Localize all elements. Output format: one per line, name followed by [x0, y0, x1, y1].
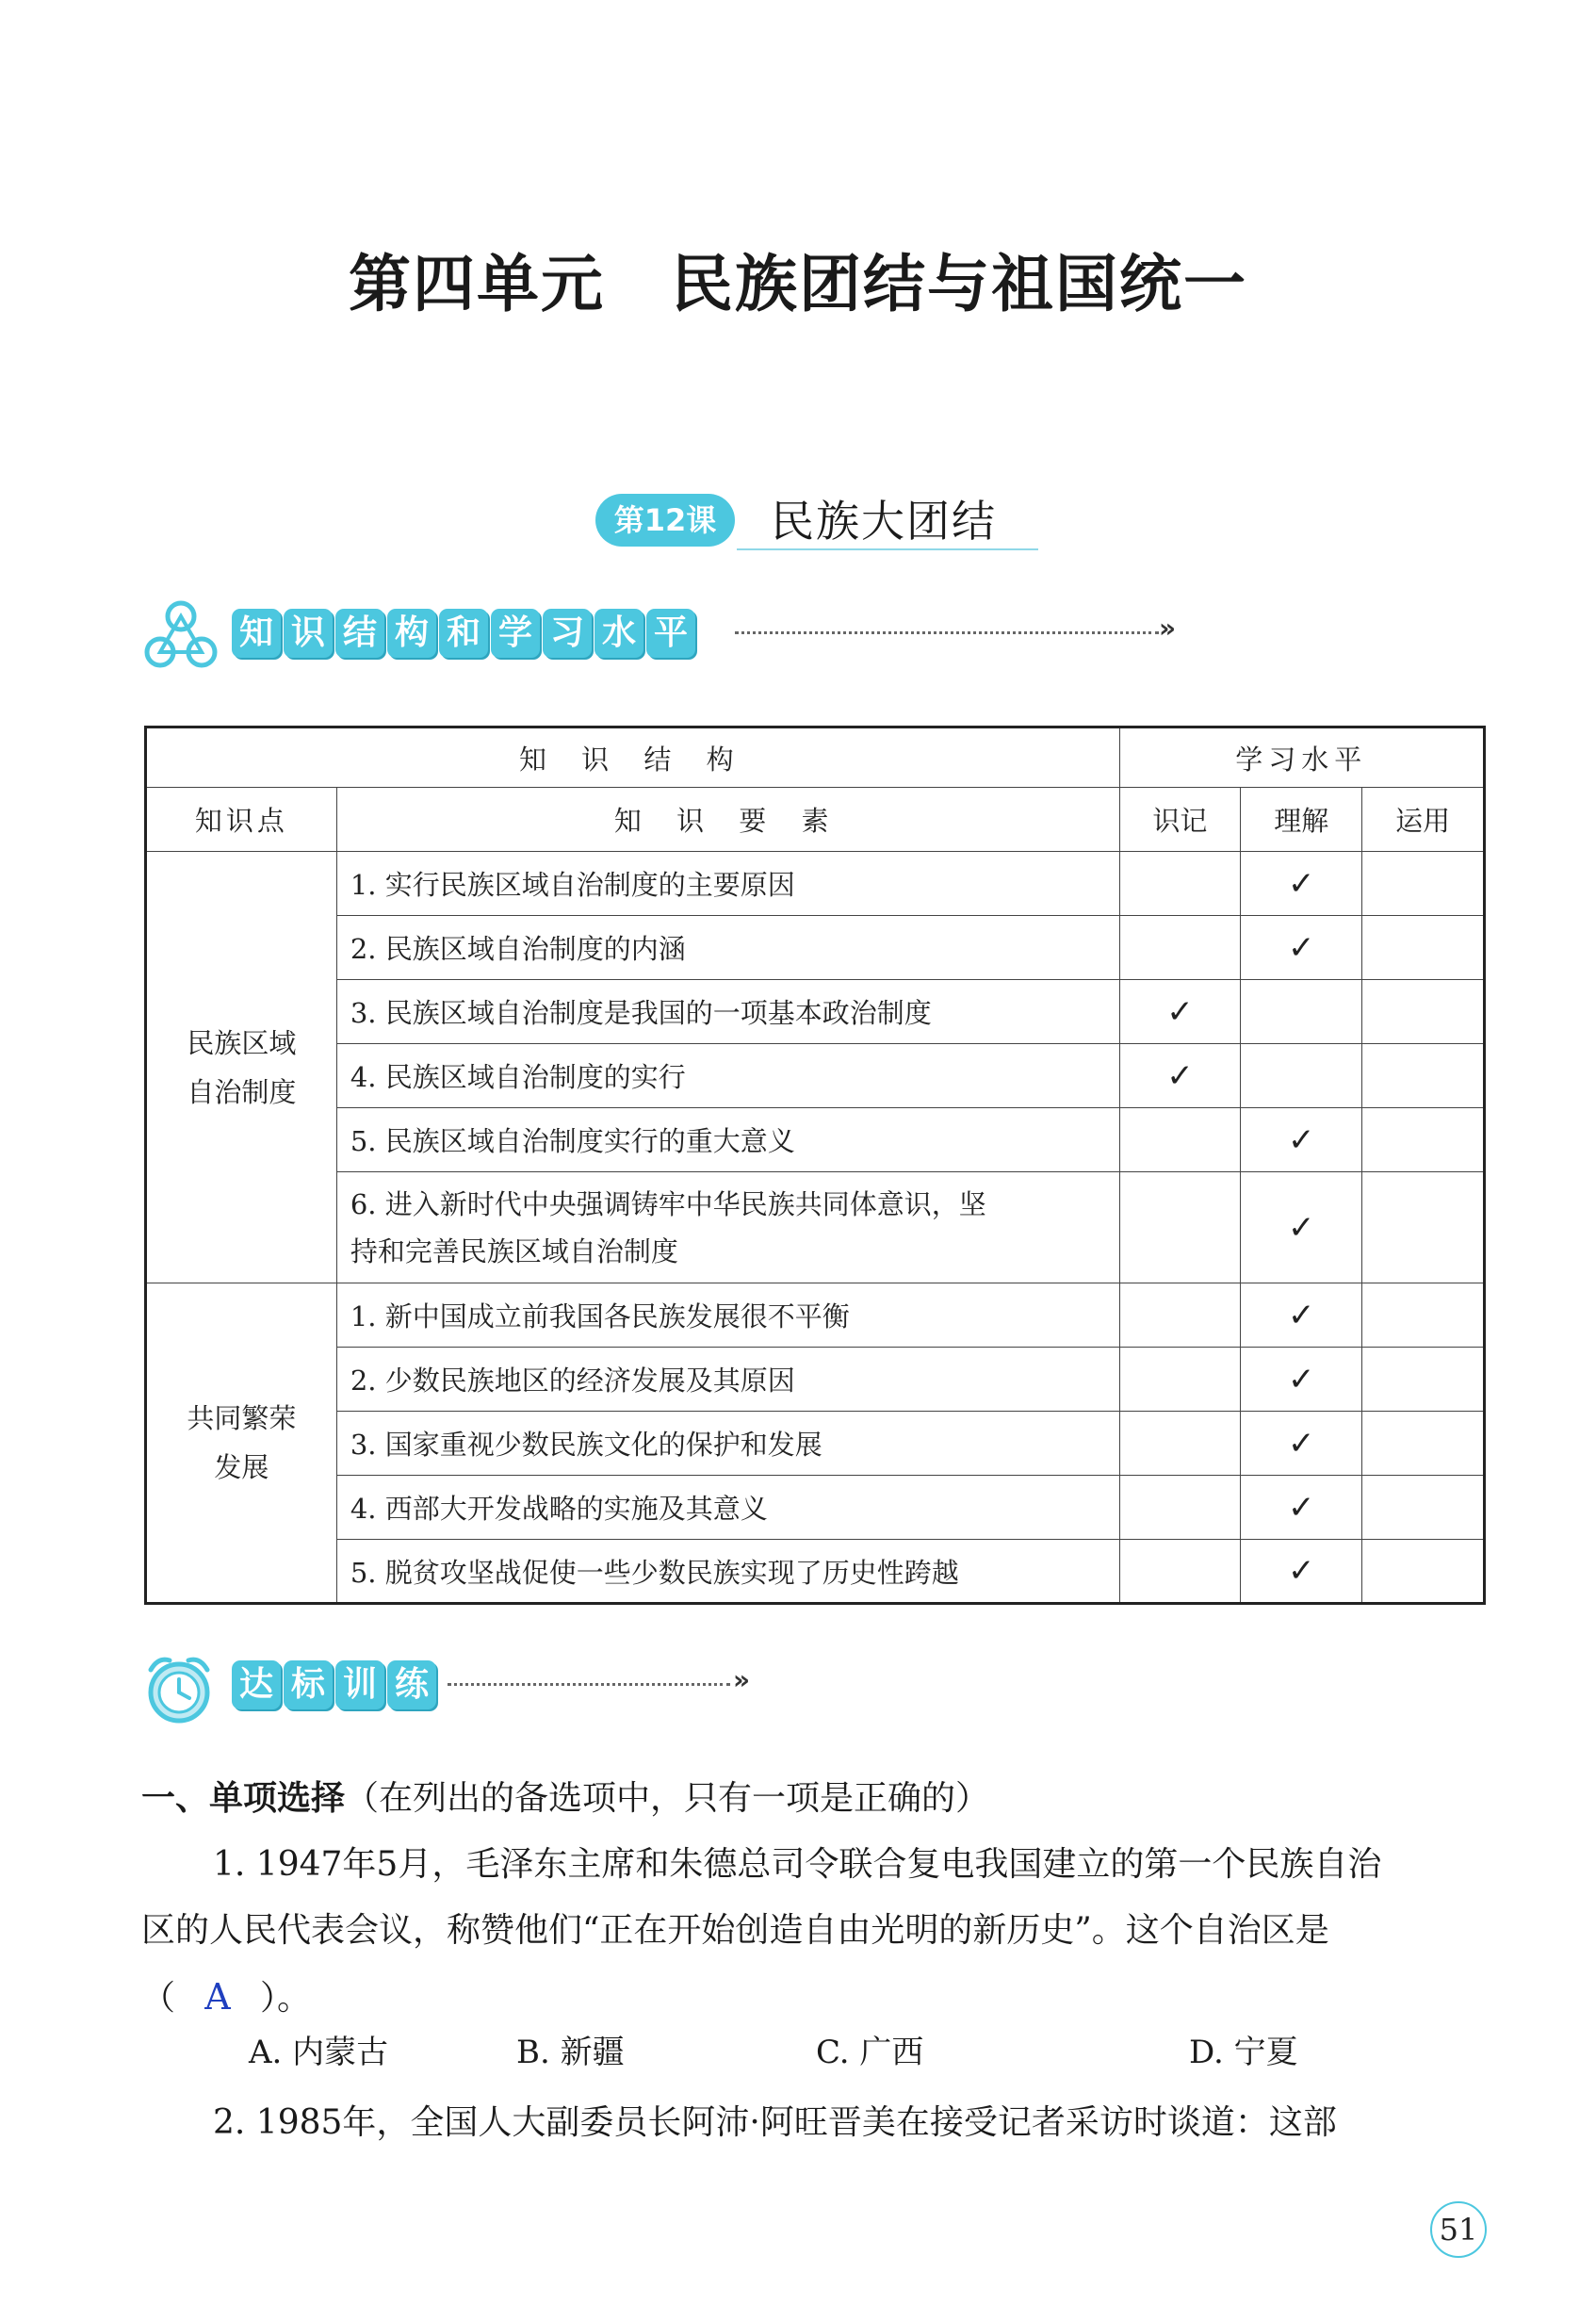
lesson-badge: 第12课 [595, 494, 735, 547]
question-type-note: （在列出的备选项中，只有一项是正确的） [345, 1779, 990, 1818]
section-title-char: 训 [335, 1660, 384, 1709]
answer-paren-open: （ [141, 1979, 176, 2018]
unit-name: 民族团结与祖国统一 [671, 247, 1247, 320]
apply-cell [1362, 1348, 1485, 1412]
section-title-char: 习 [543, 609, 592, 658]
header-structure: 知 识 结 构 [146, 727, 1120, 788]
element-cell: 4. 西部大开发战略的实施及其意义 [336, 1476, 1119, 1540]
remember-cell [1119, 1540, 1241, 1604]
element-cell: 5. 民族区域自治制度实行的重大意义 [336, 1108, 1119, 1172]
remember-cell [1119, 1108, 1241, 1172]
dotted-leader [735, 631, 1159, 634]
option-b: B. 新疆 [516, 2034, 625, 2071]
section-title-char: 学 [491, 609, 540, 658]
section-training [141, 1651, 763, 1726]
page-number: 51 [1430, 2201, 1487, 2258]
apply-cell [1362, 1044, 1485, 1108]
apply-cell [1362, 1540, 1485, 1604]
apply-cell [1362, 980, 1485, 1044]
question-1 [141, 1832, 1489, 2032]
remember-cell [1119, 1476, 1241, 1540]
element-cell: 4. 民族区域自治制度的实行 [336, 1044, 1119, 1108]
lesson-header [595, 490, 1038, 556]
option-c: C. 广西 [816, 2034, 924, 2071]
table-row [146, 916, 1485, 980]
apply-cell [1362, 1108, 1485, 1172]
check-mark-icon: ✓ [1241, 1348, 1362, 1412]
double-arrow-icon: » [733, 1664, 751, 1695]
section-title-tiles [232, 609, 695, 658]
remember-cell [1119, 1283, 1241, 1348]
section-title-char: 结 [335, 609, 384, 658]
element-cell: 2. 民族区域自治制度的内涵 [336, 916, 1119, 980]
check-mark-icon: ✓ [1241, 1172, 1362, 1283]
col-point: 知识点 [146, 788, 337, 852]
knowledge-point-line: 自治制度 [187, 1075, 297, 1108]
remember-cell [1119, 1412, 1241, 1476]
element-cell: 2. 少数民族地区的经济发展及其原因 [336, 1348, 1119, 1412]
understand-cell [1241, 1044, 1362, 1108]
triangle-circles-icon [141, 599, 220, 675]
check-mark-icon: ✓ [1241, 916, 1362, 980]
lesson-name: 民族大团结 [771, 496, 997, 547]
check-mark-icon: ✓ [1241, 1540, 1362, 1604]
understand-cell [1241, 980, 1362, 1044]
apply-cell [1362, 1412, 1485, 1476]
remember-cell [1119, 852, 1241, 916]
col-apply: 运用 [1362, 788, 1485, 852]
option-a: A. 内蒙古 [249, 2034, 389, 2071]
table-row [146, 1412, 1485, 1476]
unit-number: 第四单元 [349, 247, 605, 320]
remember-cell [1119, 1172, 1241, 1283]
col-understand: 理解 [1241, 788, 1362, 852]
element-cell: 5. 脱贫攻坚战促使一些少数民族实现了历史性跨越 [336, 1540, 1119, 1604]
knowledge-point-line: 发展 [214, 1451, 269, 1483]
element-line: 6. 进入新时代中央强调铸牢中华民族共同体意识，坚 [350, 1187, 986, 1220]
element-cell: 3. 民族区域自治制度是我国的一项基本政治制度 [336, 980, 1119, 1044]
section-title-char: 平 [646, 609, 695, 658]
table-row [146, 852, 1485, 916]
knowledge-point-line: 民族区域 [187, 1026, 297, 1059]
section-title-tiles [232, 1660, 436, 1709]
lesson-underline [737, 548, 1038, 550]
knowledge-table [144, 726, 1486, 1605]
table-subheader-row [146, 788, 1485, 852]
element-cell: 1. 新中国成立前我国各民族发展很不平衡 [336, 1283, 1119, 1348]
table-row [146, 1540, 1485, 1604]
knowledge-point-line: 共同繁荣 [187, 1402, 297, 1434]
check-mark-icon: ✓ [1119, 980, 1241, 1044]
double-arrow-icon: » [1159, 613, 1177, 644]
unit-title [0, 234, 1596, 323]
element-cell: 3. 国家重视少数民族文化的保护和发展 [336, 1412, 1119, 1476]
knowledge-point-cell [146, 1283, 337, 1604]
table-row [146, 980, 1485, 1044]
alarm-clock-icon [141, 1651, 220, 1726]
check-mark-icon: ✓ [1241, 852, 1362, 916]
check-mark-icon: ✓ [1119, 1044, 1241, 1108]
apply-cell [1362, 1476, 1485, 1540]
question-heading [141, 1766, 989, 1832]
question-type: 一、单项选择 [141, 1779, 346, 1818]
check-mark-icon: ✓ [1241, 1412, 1362, 1476]
table-row [146, 1044, 1485, 1108]
table-header-row [146, 727, 1485, 788]
table-row [146, 1108, 1485, 1172]
option-d: D. 宁夏 [1189, 2034, 1298, 2071]
element-line: 持和完善民族区域自治制度 [350, 1234, 678, 1267]
section-knowledge-structure [141, 599, 1177, 675]
table-row [146, 1283, 1485, 1348]
answer-paren-close: ）。 [260, 1979, 312, 2018]
section-title-char: 达 [232, 1660, 281, 1709]
apply-cell [1362, 1172, 1485, 1283]
question-line: 区的人民代表会议，称赞他们“正在开始创造自由光明的新历史”。这个自治区是 [141, 1911, 1329, 1950]
section-title-char: 标 [284, 1660, 333, 1709]
element-cell [336, 1172, 1119, 1283]
question-2: 2. 1985年，全国人大副委员长阿沛·阿旺晋美在接受记者采访时谈道：这部 [213, 2103, 1337, 2142]
check-mark-icon: ✓ [1241, 1476, 1362, 1540]
table-row [146, 1476, 1485, 1540]
check-mark-icon: ✓ [1241, 1108, 1362, 1172]
col-remember: 识记 [1119, 788, 1241, 852]
remember-cell [1119, 1348, 1241, 1412]
answer-line [141, 1964, 1489, 2032]
section-title-char: 练 [387, 1660, 436, 1709]
section-title-char: 构 [387, 609, 436, 658]
dotted-leader [448, 1683, 730, 1686]
table-row [146, 1348, 1485, 1412]
apply-cell [1362, 916, 1485, 980]
question-line: 1. 1947年5月，毛泽东主席和朱德总司令联合复电我国建立的第一个民族自治 [213, 1845, 1382, 1884]
section-title-char: 知 [232, 609, 281, 658]
section-title-char: 和 [439, 609, 488, 658]
section-title-char: 识 [284, 609, 333, 658]
knowledge-point-cell [146, 852, 337, 1283]
col-element: 知 识 要 素 [336, 788, 1119, 852]
remember-cell [1119, 916, 1241, 980]
answer-value: A [204, 1976, 231, 2018]
element-cell: 1. 实行民族区域自治制度的主要原因 [336, 852, 1119, 916]
apply-cell [1362, 852, 1485, 916]
section-title-char: 水 [594, 609, 643, 658]
check-mark-icon: ✓ [1241, 1283, 1362, 1348]
header-level: 学习水平 [1119, 727, 1484, 788]
apply-cell [1362, 1283, 1485, 1348]
table-row [146, 1172, 1485, 1283]
